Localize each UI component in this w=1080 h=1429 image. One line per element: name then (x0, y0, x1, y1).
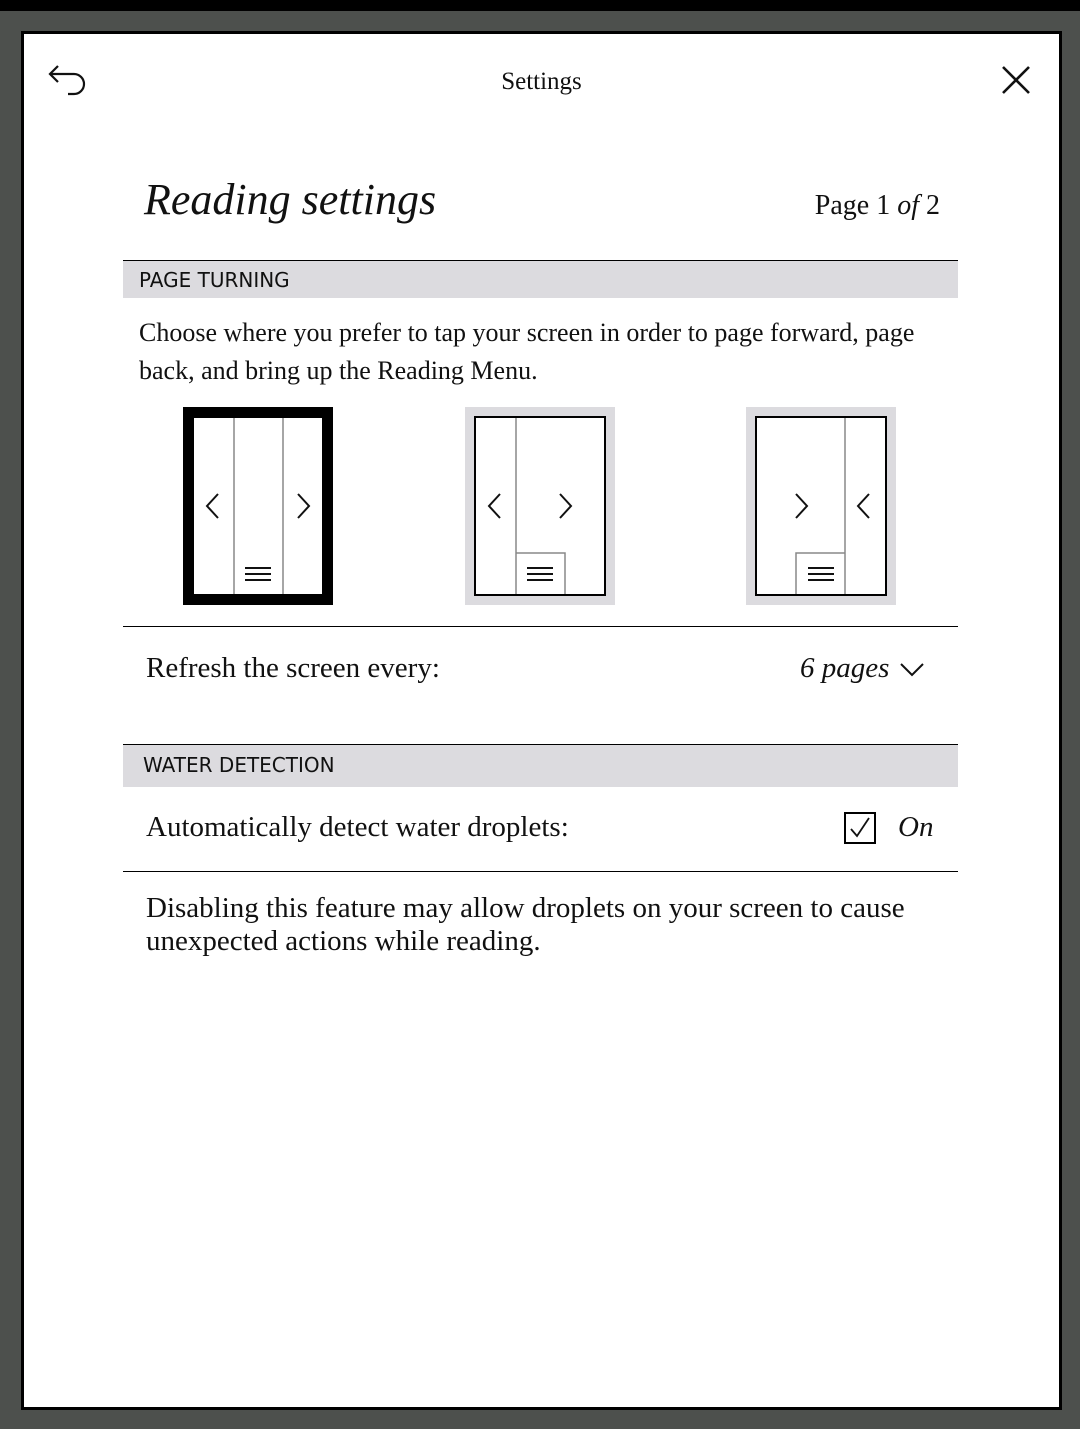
page-heading: Reading settings (144, 175, 437, 224)
tap-layout-option-right-back[interactable] (746, 407, 896, 605)
dialog-title: Settings (501, 68, 582, 95)
refresh-label: Refresh the screen every: (146, 652, 440, 684)
close-button[interactable] (998, 62, 1034, 98)
refresh-interval-value: 6 pages (800, 652, 890, 684)
top-status-bar (0, 0, 1080, 11)
page-indicator-total: 2 (919, 190, 940, 221)
page-indicator-of: of (897, 190, 919, 221)
divider (123, 871, 958, 872)
divider (123, 626, 958, 627)
section-header-page-turning: PAGE TURNING (123, 260, 958, 298)
page-turning-description: Choose where you prefer to tap your screen in order to page forward, page back, and bring up the Reading Menu. (139, 318, 915, 385)
section-header-water-detection: WATER DETECTION (123, 744, 958, 787)
page-indicator (815, 190, 940, 222)
chevron-down-icon (899, 661, 925, 677)
water-detection-label: Automatically detect water droplets: (146, 811, 569, 843)
checkmark-icon (846, 814, 874, 842)
settings-dialog (21, 31, 1062, 1410)
tap-layout-option-three-column[interactable] (183, 407, 333, 605)
water-detection-warning: Disabling this feature may allow droplets on your screen to cause unexpected actions while reading. (146, 892, 905, 957)
refresh-interval-dropdown[interactable] (800, 652, 925, 685)
water-detection-state: On (898, 811, 934, 843)
page-indicator-current: Page 1 (814, 190, 898, 221)
close-icon (998, 62, 1034, 98)
water-detection-checkbox[interactable] (844, 812, 876, 844)
tap-layout-option-left-back[interactable] (465, 407, 615, 605)
